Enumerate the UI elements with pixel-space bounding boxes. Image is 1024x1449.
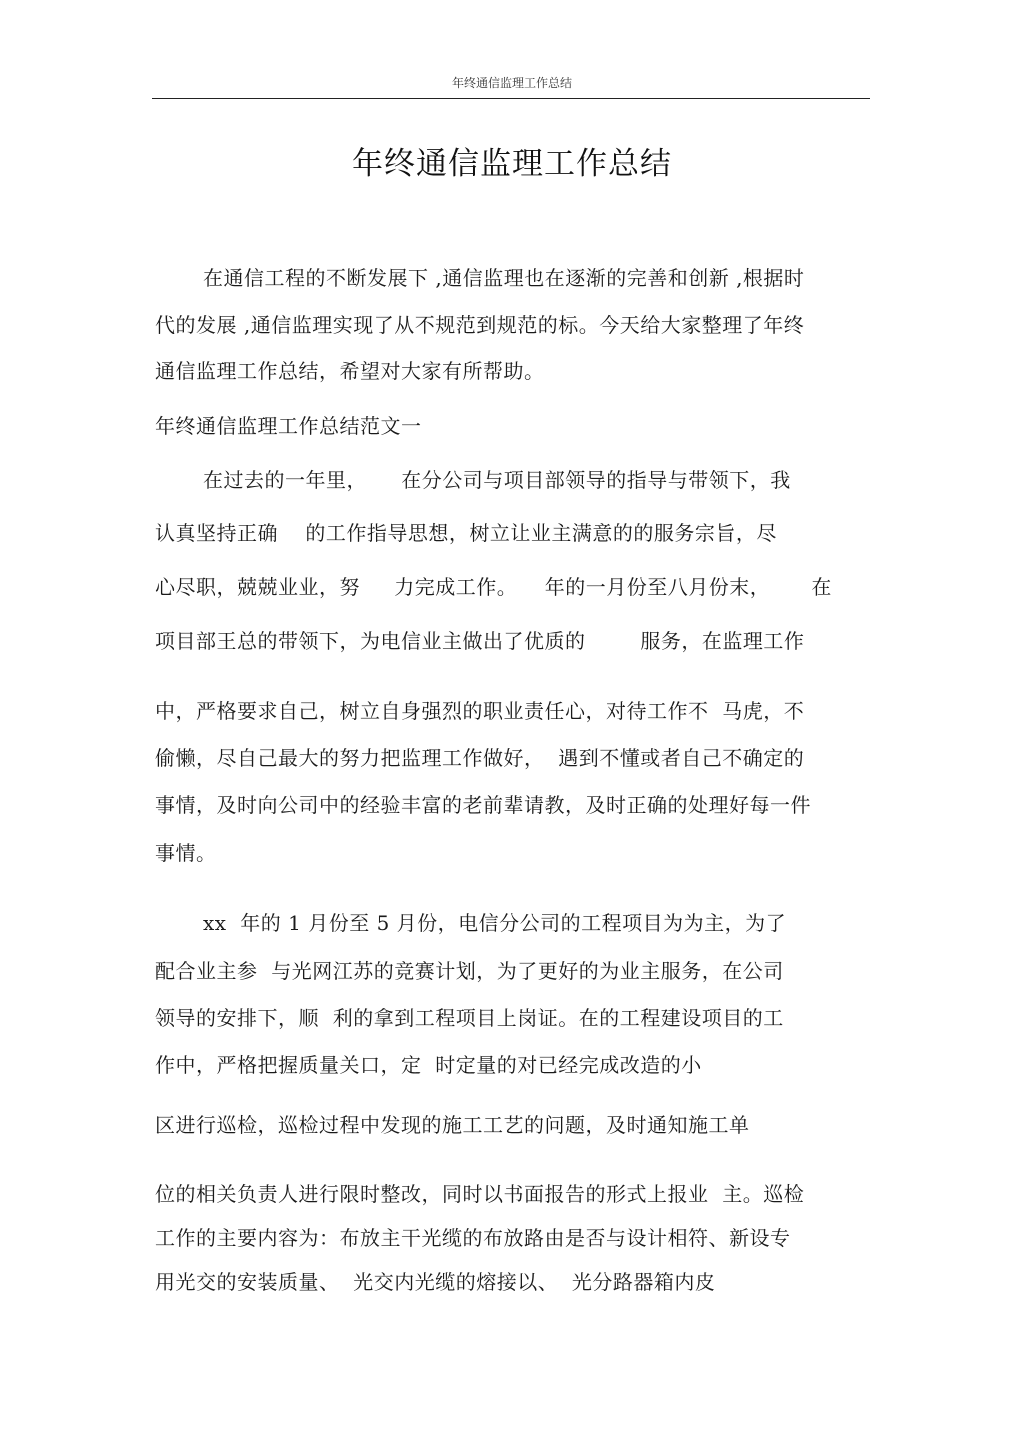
paragraph-line: 领导的安排下，顺 利的拿到工程项目上岗证。在的工程建设项目的工: [155, 1006, 784, 1030]
paragraph-line: 在通信工程的不断发展下 ,通信监理也在逐渐的完善和创新 ,根据时: [203, 266, 805, 290]
paragraph-line: 事情。: [155, 841, 217, 865]
paragraph-line: 偷懒，尽自己最大的努力把监理工作做好， 遇到不懂或者自己不确定的: [155, 746, 805, 770]
section-heading: 年终通信监理工作总结范文一: [155, 414, 422, 438]
paragraph-line: 位的相关负责人进行限时整改，同时以书面报告的形式上报业 主。巡检: [155, 1182, 805, 1206]
paragraph-line: 心尽职，兢兢业业，努 力完成工作。 年的一月份至八月份末， 在: [155, 575, 832, 599]
paragraph-line: xx 年的 1 月份至 5 月份，电信分公司的工程项目为为主，为了: [203, 911, 787, 935]
paragraph-line: 区进行巡检，巡检过程中发现的施工工艺的问题，及时通知施工单: [155, 1113, 750, 1137]
paragraph-line: 在过去的一年里， 在分公司与项目部领导的指导与带领下，我: [203, 468, 791, 492]
header-divider: [152, 98, 870, 99]
document-title: 年终通信监理工作总结: [352, 146, 672, 182]
paragraph-line: 工作的主要内容为：布放主干光缆的布放路由是否与设计相符、新设专: [155, 1226, 791, 1250]
paragraph-line: 作中，严格把握质量关口，定 时定量的对已经完成改造的小: [155, 1053, 702, 1077]
paragraph-line: 项目部王总的带领下，为电信业主做出了优质的 服务，在监理工作: [155, 629, 805, 653]
paragraph-line: 用光交的安装质量、 光交内光缆的熔接以、 光分路器箱内皮: [155, 1270, 716, 1294]
paragraph-line: 配合业主参 与光网江苏的竞赛计划，为了更好的为业主服务，在公司: [155, 959, 784, 983]
paragraph-line: 事情，及时向公司中的经验丰富的老前辈请教，及时正确的处理好每一件: [155, 793, 811, 817]
paragraph-line: 认真坚持正确 的工作指导思想，树立让业主满意的的服务宗旨，尽: [155, 521, 777, 545]
paragraph-line: 通信监理工作总结，希望对大家有所帮助。: [155, 359, 545, 383]
paragraph-line: 代的发展 ,通信监理实现了从不规范到规范的标。今天给大家整理了年终: [155, 313, 805, 337]
paragraph-line: 中，严格要求自己，树立自身强烈的职业责任心，对待工作不 马虎，不: [155, 699, 805, 723]
header-title: 年终通信监理工作总结: [451, 76, 572, 90]
